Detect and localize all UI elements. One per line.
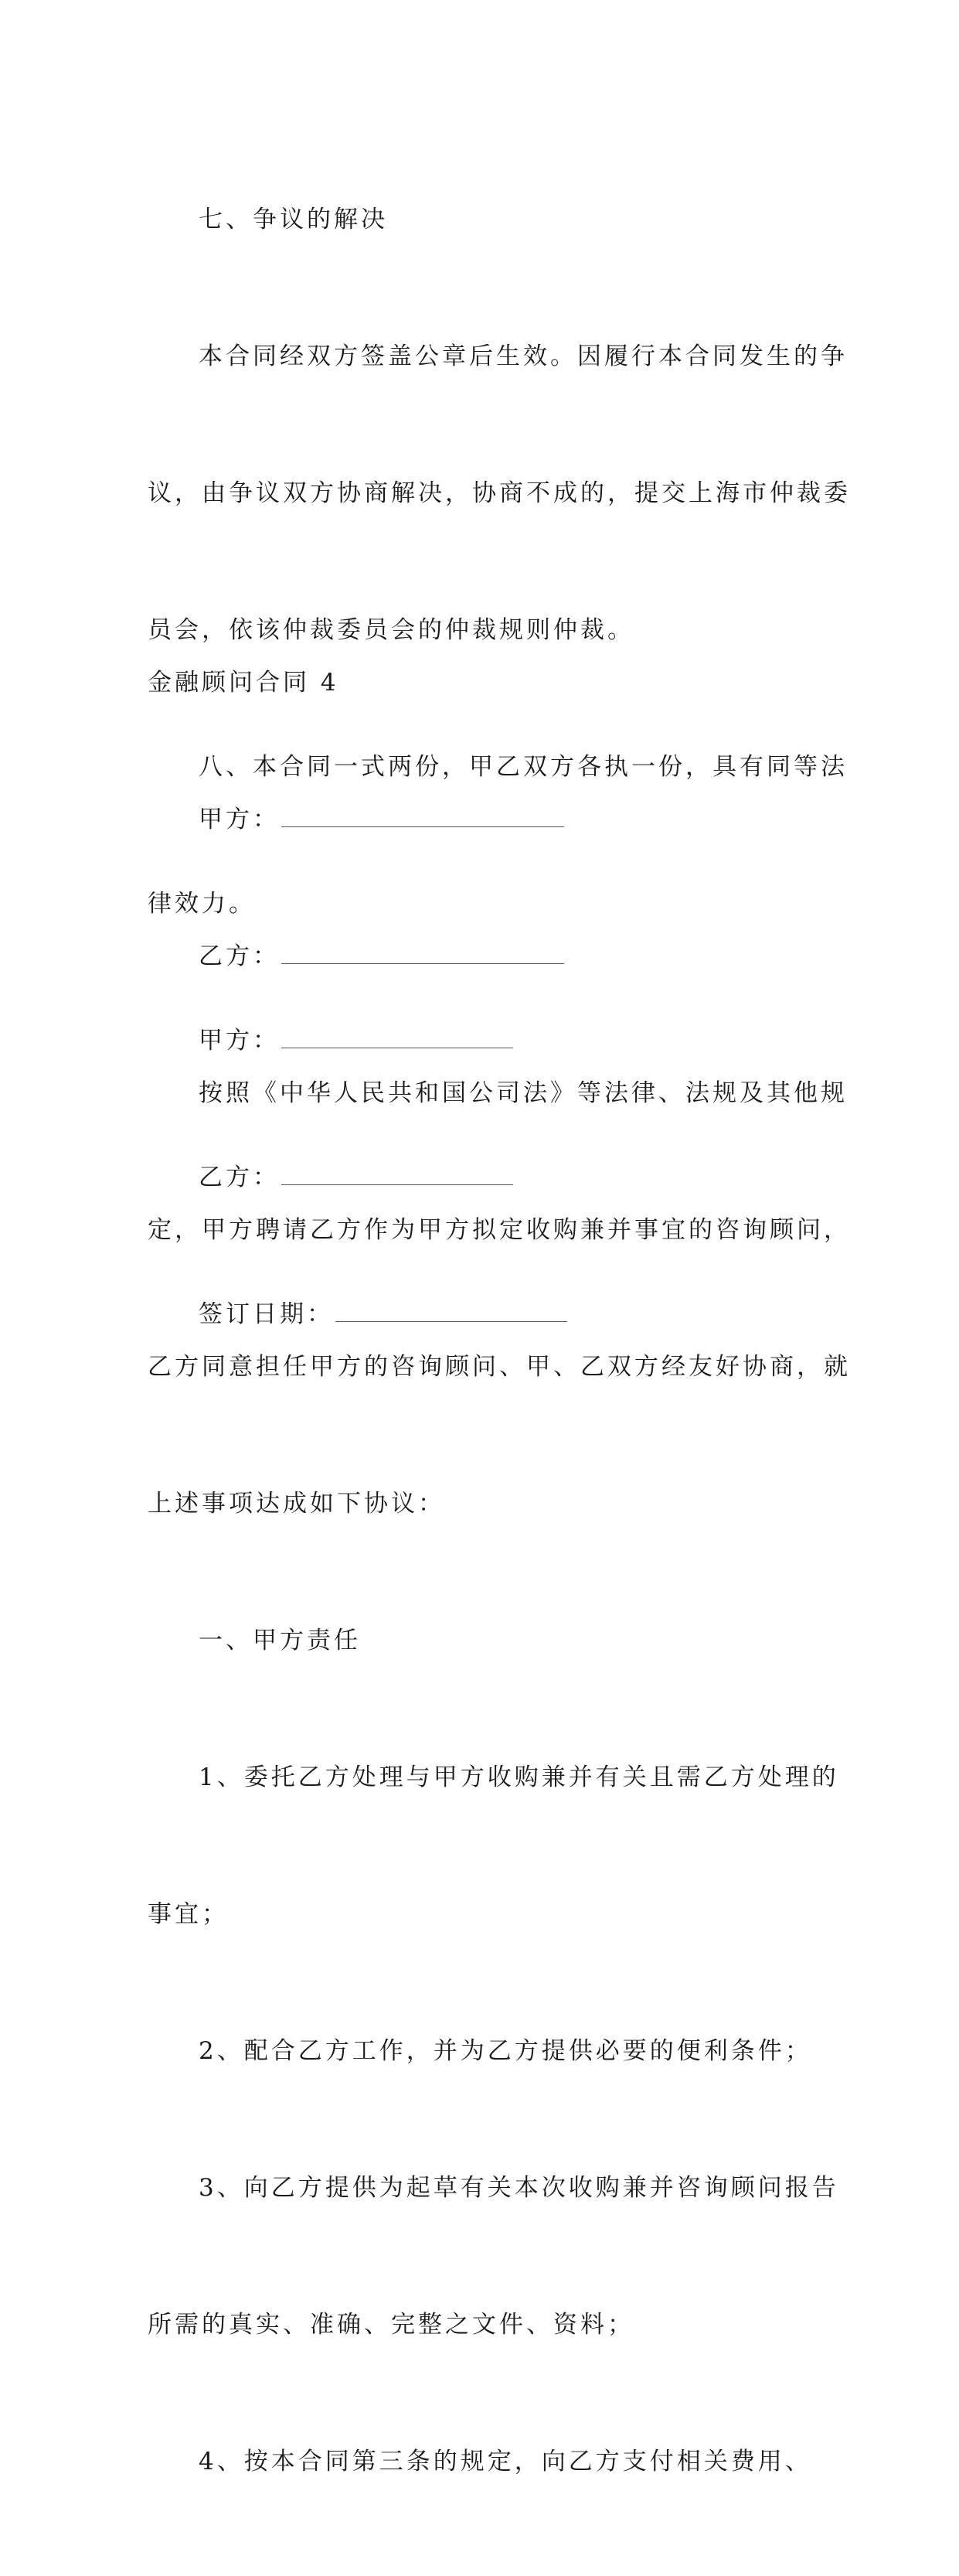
heading-party-a-duties: 一、甲方责任	[199, 1627, 361, 1654]
party-a-blank	[281, 809, 564, 827]
paragraph-line: 律效力。	[148, 890, 256, 918]
list-item: 3、向乙方提供为起草有关本次收购兼并咨询顾问报告	[199, 2174, 839, 2202]
list-item: 1、委托乙方处理与甲方收购兼并有关且需乙方处理的	[199, 1763, 839, 1791]
sign-date-label: 签订日期：	[199, 1300, 334, 1328]
paragraph-line: 本合同经双方签盖公章后生效。因履行本合同发生的争	[199, 342, 848, 370]
paragraph-line: 定，甲方聘请乙方作为甲方拟定收购兼并事宜的咨询顾问，	[148, 1216, 851, 1244]
list-item: 4、按本合同第三条的规定，向乙方支付相关费用、	[199, 2448, 812, 2475]
party-a-line	[148, 797, 828, 843]
paragraph-line: 乙方同意担任甲方的咨询顾问、甲、乙双方经友好协商，就	[148, 1353, 851, 1381]
paragraph-line: 八、本合同一式两份，甲乙双方各执一份，具有同等法	[199, 753, 848, 781]
party-a-label: 甲方：	[199, 806, 280, 833]
paragraph-line: 上述事项达成如下协议：	[148, 1490, 445, 1518]
list-item: 2、配合乙方工作，并为乙方提供必要的便利条件；	[199, 2037, 812, 2065]
party-b-label: 乙方：	[199, 942, 280, 970]
contract-4	[148, 569, 851, 2576]
contract-title: 金融顾问合同 4	[148, 669, 339, 697]
party-b-line	[148, 934, 828, 980]
party-b-label: 乙方：	[199, 1164, 280, 1191]
paragraph-line: 议，由争议双方协商解决，协商不成的，提交上海市仲裁委	[148, 479, 851, 507]
paragraph-line: 按照《中华人民共和国公司法》等法律、法规及其他规	[199, 1079, 848, 1107]
paragraph-line: 员会，依该仲裁委员会的仲裁规则仲裁。	[148, 616, 634, 644]
heading-dispute-resolution: 七、争议的解决	[199, 206, 388, 233]
party-b-blank	[281, 946, 564, 964]
list-item-continuation: 事宜；	[148, 1900, 229, 1928]
party-a-label: 甲方：	[199, 1027, 280, 1055]
list-item-continuation: 所需的真实、准确、完整之文件、资料；	[148, 2311, 634, 2339]
